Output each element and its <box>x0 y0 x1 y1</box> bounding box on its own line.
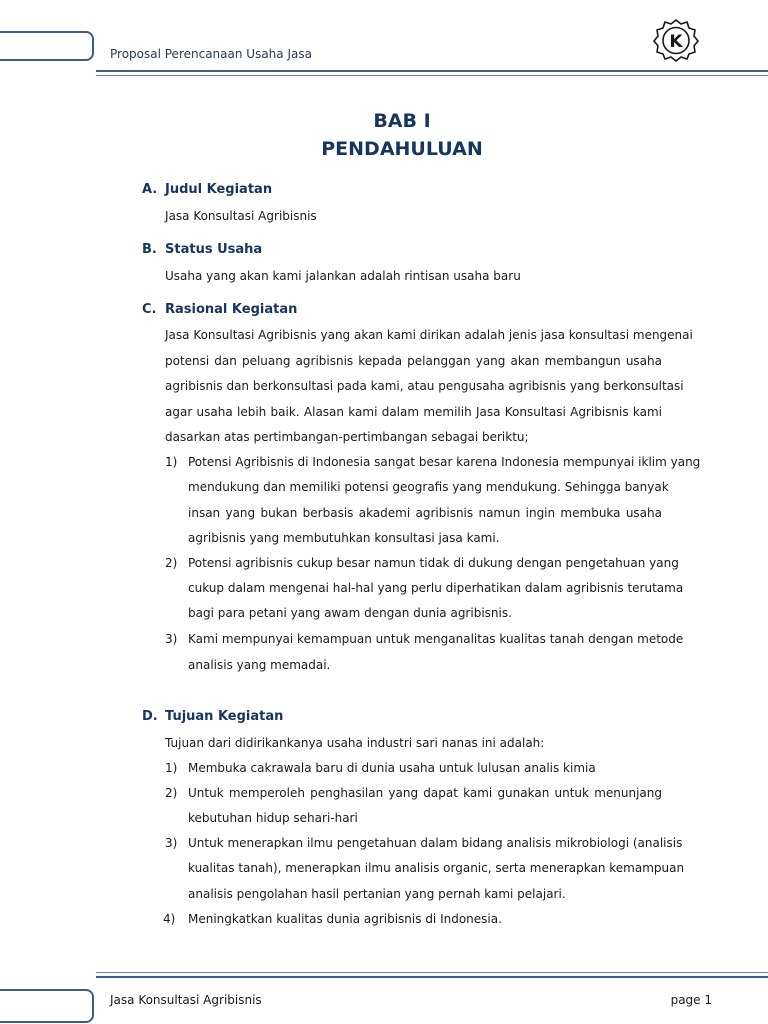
list-item-line: analisis pengolahan hasil pertanian yang pernah kami pelajari. <box>188 887 566 901</box>
list-item-line: insan yang bukan berbasis akademi agribisnis namun ingin membuka usaha <box>188 506 662 520</box>
paragraph-line: dasarkan atas pertimbangan-pertimbangan sebagai beriktu; <box>165 430 529 444</box>
section-b-text: Usaha yang akan kami jalankan adalah rintisan usaha baru <box>165 269 521 283</box>
section-b-heading: Status Usaha <box>165 242 263 257</box>
paragraph-line: agar usaha lebih baik. Alasan kami dalam memilih Jasa Konsultasi Agribisnis kami <box>165 405 662 419</box>
header-title: Proposal Perencanaan Usaha Jasa <box>110 47 312 61</box>
list-item-line: Potensi agribisnis cukup besar namun tidak di dukung dengan pengetahuan yang <box>188 556 679 570</box>
list-item-line: Untuk menerapkan ilmu pengetahuan dalam bidang analisis mikrobiologi (analisis <box>188 836 683 850</box>
section-b-letter: B. <box>142 242 157 257</box>
chapter-label: BAB I <box>373 110 431 132</box>
list-number: 3) <box>165 632 178 646</box>
list-number: 2) <box>165 786 178 800</box>
list-item-line: cukup dalam mengenai hal-hal yang perlu diperhatikan dalam agribisnis terutama <box>188 581 684 595</box>
list-item-line: Meningkatkan kualitas dunia agribisnis di Indonesia. <box>188 912 502 926</box>
list-number: 2) <box>165 556 178 570</box>
list-item-line: Potensi Agribisnis di Indonesia sangat besar karena Indonesia mempunyai iklim yang <box>188 455 701 469</box>
header-rule <box>96 70 768 72</box>
list-item-line: kebutuhan hidup sehari-hari <box>188 811 358 825</box>
footer-title: Jasa Konsultasi Agribisnis <box>110 993 262 1007</box>
list-item-line: analisis yang memadai. <box>188 658 331 672</box>
footer-rule-thin <box>96 972 768 973</box>
page-number: page 1 <box>670 993 712 1007</box>
list-number: 3) <box>165 836 178 850</box>
section-d-intro: Tujuan dari didirikankanya usaha industri sari nanas ini adalah: <box>165 736 545 750</box>
section-d-letter: D. <box>142 709 158 724</box>
list-item-line: agribisnis yang membutuhkan konsultasi jasa kami. <box>188 531 500 545</box>
section-a-heading: Judul Kegiatan <box>165 182 273 197</box>
list-item-line: Kami mempunyai kemampuan untuk menganalitas kualitas tanah dengan metode <box>188 632 684 646</box>
list-number: 1) <box>165 761 178 775</box>
section-d-heading: Tujuan Kegiatan <box>165 709 284 724</box>
list-item-line: Untuk memperoleh penghasilan yang dapat kami gunakan untuk menunjang <box>188 786 662 800</box>
footer-tab-decoration <box>0 989 94 1023</box>
paragraph-line: agribisnis dan berkonsultasi pada kami, atau pengusaha agribisnis yang berkonsultasi <box>165 379 684 393</box>
list-item-line: mendukung dan memiliki potensi geografis yang mendukung. Sehingga banyak <box>188 480 669 494</box>
section-a-letter: A. <box>142 182 158 197</box>
footer-rule <box>96 976 768 978</box>
list-item-line: Membuka cakrawala baru di dunia usaha untuk lulusan analis kimia <box>188 761 596 775</box>
logo-letter: K <box>669 32 683 52</box>
paragraph-line: Jasa Konsultasi Agribisnis yang akan kami dirikan adalah jenis jasa konsultasi mengenai <box>165 328 693 342</box>
header-rule-thin <box>96 75 768 76</box>
section-c-letter: C. <box>142 302 157 317</box>
section-a-text: Jasa Konsultasi Agribisnis <box>165 209 317 223</box>
chapter-title: PENDAHULUAN <box>321 138 483 160</box>
paragraph-line: potensi dan peluang agribisnis kepada pelanggan yang akan membangun usaha <box>165 354 662 368</box>
list-number: 1) <box>165 455 178 469</box>
gear-logo-icon <box>652 18 700 62</box>
list-number: 4) <box>163 912 176 926</box>
list-item-line: bagi para petani yang awam dengan dunia agribisnis. <box>188 606 512 620</box>
header-tab-decoration <box>0 31 94 61</box>
list-item-line: kualitas tanah), menerapkan ilmu analisis organic, serta menerapkan kemampuan <box>188 861 685 875</box>
section-c-heading: Rasional Kegiatan <box>165 302 298 317</box>
